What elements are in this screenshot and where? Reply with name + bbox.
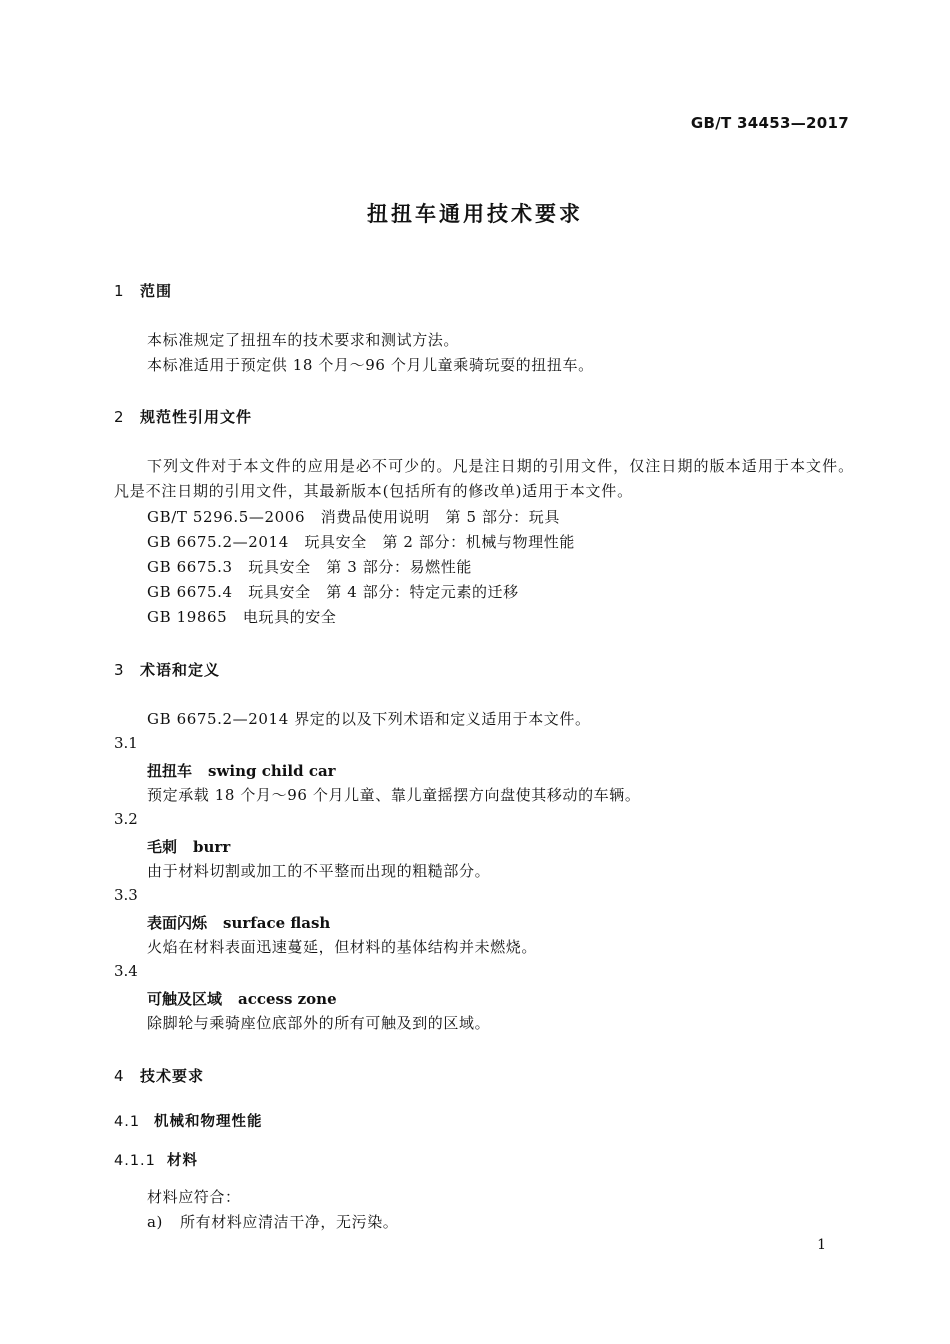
subsection-title: 机械和物理性能 (154, 1114, 263, 1130)
section-number: 4 (114, 1067, 125, 1085)
term-definition: 除脚轮与乘骑座位底部外的所有可触及到的区域。 (147, 1014, 491, 1032)
subsubsection-heading (114, 1149, 198, 1170)
section-number: 2 (114, 408, 125, 426)
list-item (147, 1210, 398, 1235)
term-zh: 可触及区域 (147, 990, 223, 1008)
scope-paragraph-2: 本标准适用于预定供 18 个月～96 个月儿童乘骑玩耍的扭扭车。 (147, 356, 594, 374)
term-zh: 表面闪烁 (147, 914, 208, 932)
section-title: 术语和定义 (140, 661, 221, 679)
subsubsection-number: 4.1.1 (114, 1153, 156, 1169)
requirements-intro: 材料应符合： (147, 1188, 241, 1206)
reference-code: GB 6675.4 (147, 583, 233, 601)
term-en: swing child car (208, 762, 336, 780)
reference-code: GB/T 5296.5—2006 (147, 508, 306, 526)
reference-title: 电玩具的安全 (242, 608, 337, 626)
term-en: surface flash (223, 914, 331, 932)
page-number: 1 (817, 1237, 826, 1253)
section-title: 技术要求 (140, 1067, 205, 1085)
document-title: 扭扭车通用技术要求 (367, 202, 583, 226)
subsection-heading (114, 1110, 263, 1131)
term-number: 3.3 (114, 886, 138, 904)
normative-refs-intro: 下列文件对于本文件的应用是必不可少的。凡是注日期的引用文件，仅注日期的版本适用于本文件。凡是不注日期的引用文件，其最新版本(包括所有的修改单)适用于本文件。 (114, 457, 854, 500)
term-number: 3.4 (114, 962, 138, 980)
section-number: 1 (114, 282, 125, 300)
list-text: 所有材料应清洁干净，无污染。 (180, 1213, 399, 1231)
reference-item (147, 605, 337, 630)
term-definition: 预定承载 18 个月～96 个月儿童、靠儿童摇摆方向盘使其移动的车辆。 (147, 786, 641, 804)
standard-number: GB/T 34453—2017 (690, 114, 849, 132)
term-definition: 火焰在材料表面迅速蔓延，但材料的基体结构并未燃烧。 (147, 938, 538, 956)
term-number: 3.1 (114, 734, 138, 752)
subsubsection-title: 材料 (167, 1153, 198, 1169)
term-zh: 毛刺 (147, 838, 178, 856)
section-number: 3 (114, 661, 125, 679)
term-heading (147, 988, 337, 1009)
list-marker: a) (147, 1213, 163, 1231)
term-definition: 由于材料切割或加工的不平整而出现的粗糙部分。 (147, 862, 491, 880)
term-heading (147, 836, 230, 857)
reference-title: 消费品使用说明 第 5 部分：玩具 (320, 508, 560, 526)
term-zh: 扭扭车 (147, 762, 193, 780)
section-heading-terms (114, 659, 220, 680)
section-title: 规范性引用文件 (140, 408, 253, 426)
reference-item (147, 530, 575, 555)
reference-title: 玩具安全 第 2 部分：机械与物理性能 (304, 533, 575, 551)
reference-code: GB 6675.3 (147, 558, 233, 576)
reference-title: 玩具安全 第 4 部分：特定元素的迁移 (248, 583, 519, 601)
section-heading-scope (114, 280, 172, 301)
subsection-number: 4.1 (114, 1114, 141, 1130)
scope-paragraph-1: 本标准规定了扭扭车的技术要求和测试方法。 (147, 331, 460, 349)
terms-intro: GB 6675.2—2014 界定的以及下列术语和定义适用于本文件。 (147, 710, 591, 728)
reference-code: GB 6675.2—2014 (147, 533, 289, 551)
term-number: 3.2 (114, 810, 138, 828)
term-en: access zone (238, 990, 337, 1008)
section-title: 范围 (140, 282, 173, 300)
section-heading-requirements (114, 1065, 204, 1086)
reference-code: GB 19865 (147, 608, 228, 626)
reference-title: 玩具安全 第 3 部分：易燃性能 (248, 558, 472, 576)
reference-item (147, 505, 560, 530)
term-heading (147, 760, 336, 781)
term-en: burr (193, 838, 231, 856)
reference-item (147, 555, 472, 580)
term-heading (147, 912, 330, 933)
reference-item (147, 580, 519, 605)
section-heading-normative-refs (114, 406, 252, 427)
